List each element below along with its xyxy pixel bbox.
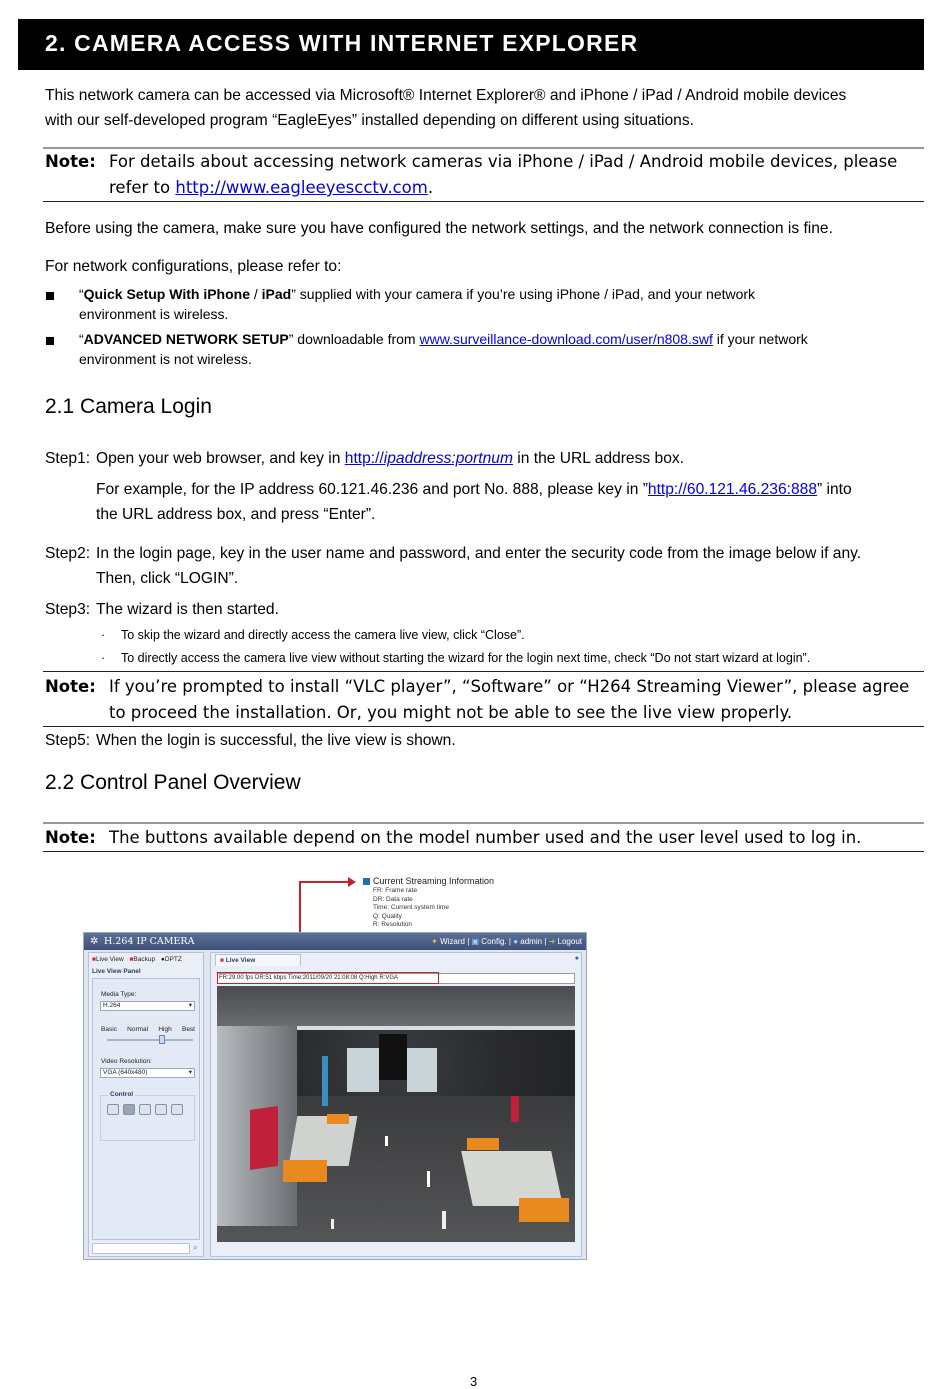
step-label: Step5: — [45, 732, 91, 749]
snapshot-button[interactable] — [107, 1104, 119, 1115]
fullscreen-button[interactable] — [123, 1104, 135, 1115]
config-link[interactable]: Config. — [481, 937, 507, 946]
link-text: http:// — [344, 450, 384, 467]
quality-basic: Basic — [101, 1026, 117, 1033]
sidebar-tabs — [92, 956, 182, 963]
live-view-icon: ■ — [220, 957, 224, 964]
item-text: if your network — [712, 331, 808, 347]
search-icon[interactable]: ⌕ — [193, 1243, 198, 1252]
step-label: Step2: — [45, 545, 91, 562]
quality-high: High — [158, 1026, 172, 1033]
control-group — [100, 1091, 195, 1141]
example-text: For example, for the IP address 60.121.46.236 and port No. 888, please key in ” — [96, 481, 648, 498]
note-vlc — [45, 674, 935, 726]
list-item-advanced-setup — [79, 329, 939, 369]
note-rule-bottom — [43, 201, 924, 202]
intro-paragraph — [45, 83, 935, 133]
page-number: 3 — [470, 1374, 478, 1389]
note-text: If you’re prompted to install “VLC player”, “Software” or “H264 Streaming Viewer”, please agree — [109, 677, 910, 696]
live-view-icon: ■ — [92, 956, 96, 963]
step-3-bullet — [101, 647, 941, 669]
audio-button[interactable] — [139, 1104, 151, 1115]
video-resolution-select[interactable] — [100, 1068, 195, 1078]
note-rule-bottom — [43, 726, 924, 727]
download-link[interactable]: www.surveillance-download.com/user/n808.swf — [419, 331, 713, 347]
network-config-intro: For network configurations, please refer to: — [45, 258, 342, 275]
panel-body — [92, 978, 200, 1240]
example-url-link[interactable]: http://60.121.46.236:888 — [647, 481, 817, 498]
step-2 — [45, 541, 935, 591]
chevron-down-icon: ▾ — [188, 1002, 192, 1009]
panel-title: Live View Panel — [92, 968, 141, 975]
step-text: The wizard is then started. — [96, 601, 279, 618]
live-view-sidebar — [88, 952, 204, 1257]
item-text: environment is wireless. — [79, 306, 229, 322]
step-text: When the login is successful, the live view is shown. — [96, 732, 456, 749]
alarm-button[interactable] — [171, 1104, 183, 1115]
camera-title-bar — [84, 933, 586, 950]
camera-ui-screenshot — [83, 932, 587, 1260]
sidebar-search-input[interactable] — [92, 1243, 190, 1254]
step-5 — [45, 728, 935, 753]
ipaddress-link[interactable] — [345, 450, 513, 467]
video-resolution-value: VGA (640x480) — [103, 1069, 148, 1076]
link-text: ipaddress:portnum — [383, 450, 513, 467]
intro-line-2: with our self-developed program “EagleEyes” installed depending on different using situations. — [45, 112, 694, 129]
config-icon: ▣ — [471, 937, 480, 946]
callout-item: R: Resolution — [373, 921, 413, 929]
note-label: Note: — [45, 152, 96, 171]
note-rule-top — [43, 671, 924, 672]
quality-labels — [101, 1026, 195, 1033]
video-resolution-label: Video Resolution: — [101, 1058, 152, 1065]
bullet-square-icon — [46, 287, 54, 305]
tab-live-view[interactable]: Live View — [95, 956, 124, 963]
section-title-camera-login: 2.1 Camera Login — [45, 395, 212, 418]
item-text: ” supplied with your camera if you’re using iPhone / iPad, and your network — [291, 286, 756, 302]
intro-line-1: This network camera can be accessed via Microsoft® Internet Explorer® and iPhone / iPad / Android mobile devices — [45, 87, 847, 104]
bullet-square-icon — [46, 332, 54, 350]
dptz-button[interactable] — [155, 1104, 167, 1115]
main-tab-label: Live View — [225, 957, 256, 964]
step-label: Step3: — [45, 601, 91, 618]
wizard-icon: ✦ — [431, 937, 438, 946]
quality-slider-track[interactable] — [107, 1039, 193, 1041]
eagleeyes-link[interactable]: http://www.eagleeyescctv.com — [175, 178, 428, 197]
step-text: Open your web browser, and key in — [96, 450, 345, 467]
callout-list — [373, 887, 449, 930]
step-label: Step1: — [45, 450, 91, 467]
tab-dptz[interactable]: DPTZ — [164, 956, 182, 963]
control-label: Control — [110, 1091, 134, 1098]
callout-item: DR: Data rate — [373, 895, 413, 903]
backup-icon: ■ — [129, 956, 134, 963]
live-video-feed[interactable] — [217, 986, 575, 1242]
step-text: in the URL address box. — [512, 450, 684, 467]
help-icon[interactable]: ● — [574, 955, 579, 962]
quality-slider-thumb[interactable] — [159, 1035, 165, 1044]
list-item-quick-setup — [79, 284, 939, 324]
step-3-bullet — [101, 624, 941, 646]
doc-title: Quick Setup With iPhone — [83, 286, 250, 302]
callout-item: Q: Quality — [373, 912, 402, 920]
chapter-title: 2. CAMERA ACCESS WITH INTERNET EXPLORER — [45, 30, 639, 56]
callout-line-horizontal — [299, 881, 349, 883]
media-type-value: H.264 — [103, 1002, 121, 1009]
tab-backup[interactable]: Backup — [133, 956, 156, 963]
media-type-label: Media Type: — [101, 991, 137, 998]
before-using-text: Before using the camera, make sure you have configured the network settings, and the network connection is fine. — [45, 220, 833, 237]
doc-title: iPad — [261, 286, 292, 302]
note-text: . — [427, 178, 434, 197]
stream-info-text: FR:29.00 fps DR:51 kbps Time:2011/09/20 21:08:08 Q:High R:VGA — [219, 975, 398, 981]
callout-item: Time: Current system time — [373, 904, 449, 912]
live-view-main — [210, 952, 582, 1257]
quote: “ — [79, 331, 84, 347]
note-text: For details about accessing network cameras via iPhone / iPad / Android mobile devices, please — [109, 152, 898, 171]
note-eagleeyes — [45, 149, 935, 201]
note-rule-top — [43, 822, 924, 824]
chevron-down-icon: ▾ — [188, 1069, 192, 1076]
bullet-text: To directly access the camera live view without starting the wizard for the login next time, check “Do not start wizard at login”. — [121, 651, 811, 665]
camera-logo-icon: ✲ — [90, 936, 99, 947]
quote: “ — [79, 286, 84, 302]
item-text: environment is not wireless. — [79, 351, 252, 367]
note-text: refer to — [109, 178, 176, 197]
note-label: Note: — [45, 677, 96, 696]
note-text: The buttons available depend on the model number used and the user level used to log in. — [109, 828, 862, 847]
dptz-icon: ● — [160, 956, 165, 963]
logout-icon: ➜ — [548, 937, 556, 946]
note-label: Note: — [45, 828, 96, 847]
dot-bullet-icon: · — [101, 651, 106, 665]
item-text: ” downloadable from — [288, 331, 420, 347]
note-buttons — [45, 825, 935, 851]
bullet-text: To skip the wizard and directly access the camera live view, click “Close”. — [121, 628, 525, 642]
example-text: the URL address box, and press “Enter”. — [96, 506, 376, 523]
note-rule-bottom — [43, 851, 924, 852]
callout-square-icon — [363, 878, 370, 885]
tab-live-view-main[interactable] — [215, 954, 301, 966]
logout-link[interactable]: Logout — [557, 937, 582, 946]
camera-app-title: H.264 IP CAMERA — [104, 936, 195, 947]
section-title-control-panel: 2.2 Control Panel Overview — [45, 771, 301, 794]
step-1-example — [96, 477, 936, 527]
callout-arrow-icon — [348, 877, 356, 887]
step-text: In the login page, key in the user name and password, and enter the security code from the image below if any. — [96, 545, 862, 562]
step-1 — [45, 446, 935, 471]
step-3 — [45, 597, 935, 622]
wizard-link[interactable]: Wizard — [440, 937, 465, 946]
separator: / — [250, 286, 262, 302]
stream-info-bar — [217, 973, 575, 984]
example-text: ” into — [817, 481, 852, 498]
quality-best: Best — [181, 1026, 195, 1033]
camera-top-links: ✦ Wizard | ▣ Config. | ● admin | ➜ Logout — [431, 937, 582, 946]
media-type-select[interactable] — [100, 1001, 195, 1011]
note-text: to proceed the installation. Or, you might not be able to see the live view properly. — [109, 703, 793, 722]
callout-item: FR: Frame rate — [373, 887, 418, 894]
stream-info-highlight — [217, 972, 439, 984]
dot-bullet-icon: · — [101, 628, 106, 642]
admin-link[interactable]: admin — [520, 937, 543, 946]
step-text: Then, click “LOGIN”. — [96, 570, 239, 587]
user-icon: ● — [513, 937, 519, 946]
quality-normal: Normal — [127, 1026, 149, 1033]
callout-title: Current Streaming Information — [373, 876, 495, 886]
doc-title: ADVANCED NETWORK SETUP — [83, 331, 289, 347]
